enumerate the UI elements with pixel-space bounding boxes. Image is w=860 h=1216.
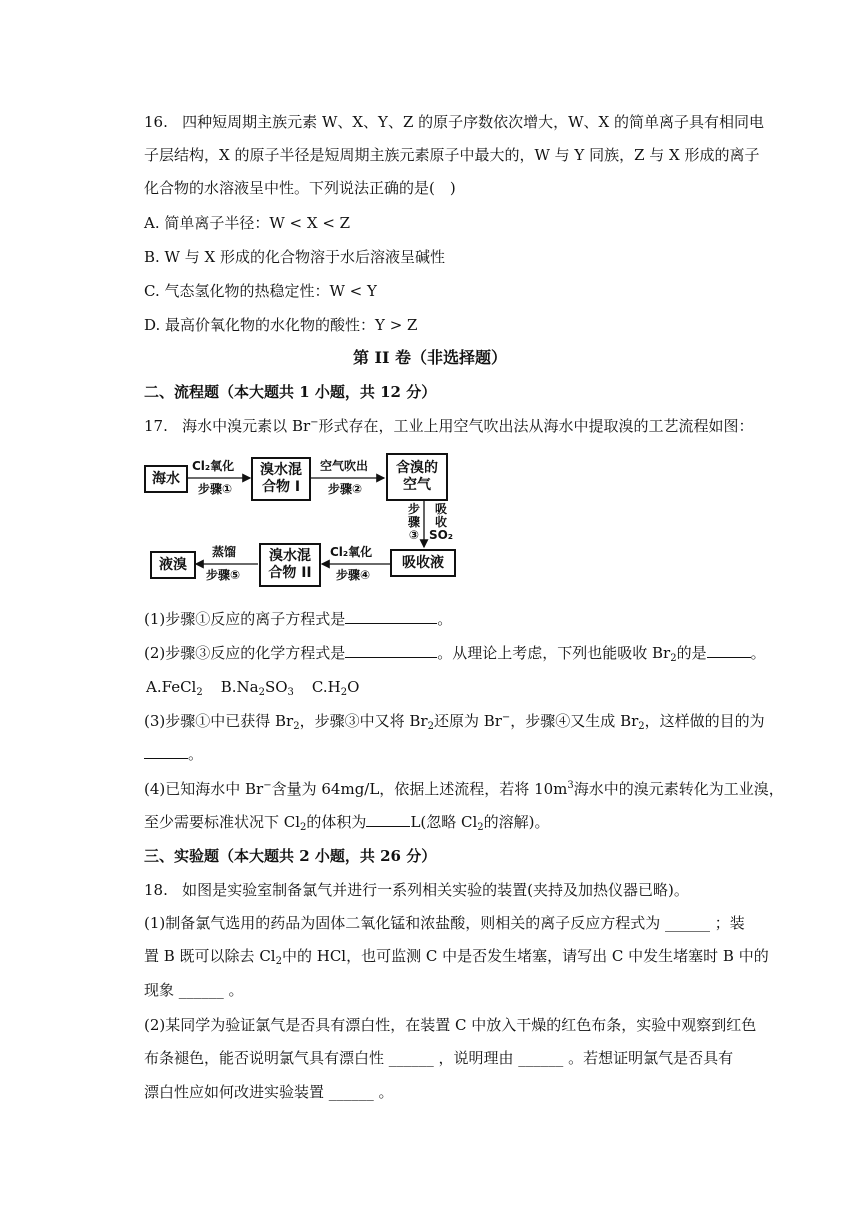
sub: 2 xyxy=(196,687,203,698)
q17-part4-line2 xyxy=(144,812,550,832)
section2-heading: 二、流程题（本大题共 1 小题，共 12 分） xyxy=(144,383,437,401)
q17-part2 xyxy=(144,643,766,663)
q18-stem xyxy=(144,880,689,900)
box-seawater-label: 海水 xyxy=(152,470,180,487)
q17-part3-c: 还原为 Br xyxy=(433,712,502,730)
q17-part3-line2 xyxy=(144,744,203,764)
label-step2-top: 空气吹出 xyxy=(320,459,369,473)
q18-part1-l2a: 置 B 既可以除去 Cl xyxy=(144,947,276,965)
label-step3-right-1: 吸 xyxy=(434,502,447,516)
label-step1-bottom: 步骤① xyxy=(198,482,233,496)
q18-part2-line3: 漂白性应如何改进实验装置 ______ 。 xyxy=(144,1083,394,1101)
q17-part2-b: 。从理论上考虑，下列也能吸收 Br xyxy=(437,644,671,662)
label-step3-right-2: 收 xyxy=(434,515,447,529)
q18-part1-line2 xyxy=(144,946,769,966)
box-liquid-bromine xyxy=(150,551,196,579)
q17-opt-c: C.H xyxy=(311,678,341,696)
box-seawater xyxy=(144,465,188,493)
q17-part2-options xyxy=(146,677,359,697)
q17-part3-line1 xyxy=(144,711,765,731)
q17-part2-end: 。 xyxy=(750,644,766,662)
label-step3-left-2: 骤 xyxy=(407,515,420,529)
label-step3-left-3: ③ xyxy=(408,528,420,542)
q16-option-b: B. W 与 X 形成的化合物溶于水后溶液呈碱性 xyxy=(144,248,445,266)
q17-part3-end: 。 xyxy=(188,745,204,763)
box-bromine-mixture-2 xyxy=(259,543,321,587)
q17-part4-f: L(忽略 Cl xyxy=(410,813,478,831)
box-air-line2: 空气 xyxy=(403,477,431,493)
label-step3-right xyxy=(428,503,454,542)
box-liquid-br-label: 液溴 xyxy=(159,556,187,573)
sup: − xyxy=(501,712,511,723)
label-step4-bottom: 步骤④ xyxy=(336,568,371,582)
sub: 2 xyxy=(275,956,282,967)
sub: 2 xyxy=(427,721,434,732)
q17-part1-text: (1)步骤①反应的离子方程式是 xyxy=(144,610,346,628)
sub: 2 xyxy=(477,822,484,833)
q17-opt-a: A.FeCl xyxy=(146,678,197,696)
sub: 2 xyxy=(670,653,677,664)
q17-part4-g: 的溶解)。 xyxy=(483,813,550,831)
q17-part2-c: 的是 xyxy=(676,644,707,662)
box-mix2-line2: 合物 II xyxy=(268,565,312,581)
box-bromine-air xyxy=(386,453,448,501)
sup: 3 xyxy=(567,780,574,791)
sub: 2 xyxy=(340,687,348,698)
q17-part1-end: 。 xyxy=(437,610,453,628)
box-absorbing-liquid xyxy=(390,549,456,577)
q17-part2-a: (2)步骤③反应的化学方程式是 xyxy=(144,644,346,662)
answer-blank[interactable] xyxy=(144,744,188,759)
q17-opt-b: B.Na xyxy=(220,678,259,696)
q17-part3-b: ，步骤③中又将 Br xyxy=(299,712,428,730)
section3-heading: 三、实验题（本大题共 2 小题，共 26 分） xyxy=(144,847,437,865)
q16-stem-line1: 四种短周期主族元素 W、X、Y、Z 的原子序数依次增大，W、X 的简单离子具有相同电 xyxy=(182,113,764,131)
q17-stem-b: 形式存在，工业上用空气吹出法从海水中提取溴的工艺流程如图： xyxy=(318,417,754,435)
q17-part4-c: 海水中的溴元素转化为工业溴， xyxy=(573,780,784,798)
q17-part4-e: 的体积为 xyxy=(306,813,367,831)
q16-option-c: C. 气态氢化物的热稳定性：W < Y xyxy=(144,282,377,300)
box-air-line1: 含溴的 xyxy=(396,460,438,476)
q18-part1-line1: (1)制备氯气选用的药品为固体二氧化锰和浓盐酸，则相关的离子反应方程式为 ______ ；装 xyxy=(144,914,745,932)
answer-blank[interactable] xyxy=(366,812,410,827)
sub: 2 xyxy=(638,721,645,732)
q17-part4-a: (4)已知海水中 Br xyxy=(144,780,264,798)
q17-part4-line1 xyxy=(144,779,784,799)
box-bromine-mixture-1 xyxy=(251,457,311,501)
part2-title: 第 II 卷（非选择题） xyxy=(352,348,508,367)
q17-part4-d: 至少需要标准状况下 Cl xyxy=(144,813,301,831)
q16-option-d: D. 最高价氧化物的水化物的酸性：Y > Z xyxy=(144,316,418,334)
q17-stem-sup: − xyxy=(310,417,319,428)
q16-line1 xyxy=(144,112,764,132)
q17-stem xyxy=(144,416,754,436)
box-mix1-line2: 合物 I xyxy=(261,479,301,495)
label-step5-top: 蒸馏 xyxy=(212,545,237,559)
q16-number: 16. xyxy=(144,113,168,131)
q16-stem-line3: 化合物的水溶液呈中性。下列说法正确的是( ) xyxy=(144,179,456,197)
label-step5-bottom: 步骤⑤ xyxy=(206,568,241,582)
q17-part3-d: ，步骤④又生成 Br xyxy=(510,712,639,730)
q18-part2-line1: (2)某同学为验证氯气是否具有漂白性，在装置 C 中放入干燥的红色布条，实验中观察到红色 xyxy=(144,1016,757,1034)
q17-part3-a: (3)步骤①中已获得 Br xyxy=(144,712,294,730)
sub: 2 xyxy=(293,721,300,732)
q17-opt-c2: O xyxy=(347,678,360,696)
q17-number: 17. xyxy=(144,417,168,435)
sub: 2 xyxy=(300,822,307,833)
q16-stem-line2: 子层结构，X 的原子半径是短周期主族元素原子中最大的，W 与 Y 同族，Z 与 X 形成的离子 xyxy=(144,146,760,164)
label-step3-left-1: 步 xyxy=(407,502,420,516)
q18-stem-text: 如图是实验室制备氯气并进行一系列相关实验的装置(夹持及加热仪器已略)。 xyxy=(182,881,689,899)
q16-option-a: A. 简单离子半径：W < X < Z xyxy=(144,214,351,232)
label-step3-right-3: SO₂ xyxy=(428,528,454,542)
label-step1-top: Cl₂氧化 xyxy=(192,459,235,473)
answer-blank[interactable] xyxy=(707,643,751,658)
q17-stem-a: 海水中溴元素以 Br xyxy=(182,417,311,435)
q17-part4-b: 含量为 64mg/L，依据上述流程，若将 10m xyxy=(271,780,568,798)
box-mix1-line1: 溴水混 xyxy=(260,462,302,478)
q18-part2-line2: 布条褪色，能否说明氯气具有漂白性 ______ ，说明理由 ______ 。若想证明氯气是否具有 xyxy=(144,1049,734,1067)
label-step3-left xyxy=(407,503,421,542)
box-mix2-line1: 溴水混 xyxy=(268,548,311,564)
label-step4-top: Cl₂氧化 xyxy=(330,545,373,559)
box-absorb-label: 吸收液 xyxy=(402,554,444,571)
answer-blank[interactable] xyxy=(345,609,437,624)
answer-blank[interactable] xyxy=(345,643,437,658)
q18-part1-line3: 现象 ______ 。 xyxy=(144,981,244,999)
q17-part1 xyxy=(144,609,452,629)
sub: 2 xyxy=(258,687,265,698)
q17-opt-b2: SO xyxy=(264,678,288,696)
label-step2-bottom: 步骤② xyxy=(328,482,363,496)
q18-number: 18. xyxy=(144,881,168,899)
sup: − xyxy=(263,780,272,791)
process-flow-diagram xyxy=(144,447,458,593)
q17-part3-e: ，这样做的目的为 xyxy=(644,712,765,730)
q18-part1-l2b: 中的 HCl，也可监测 C 中是否发生堵塞，请写出 C 中发生堵塞时 B 中的 xyxy=(281,947,769,965)
sub: 3 xyxy=(287,687,294,698)
